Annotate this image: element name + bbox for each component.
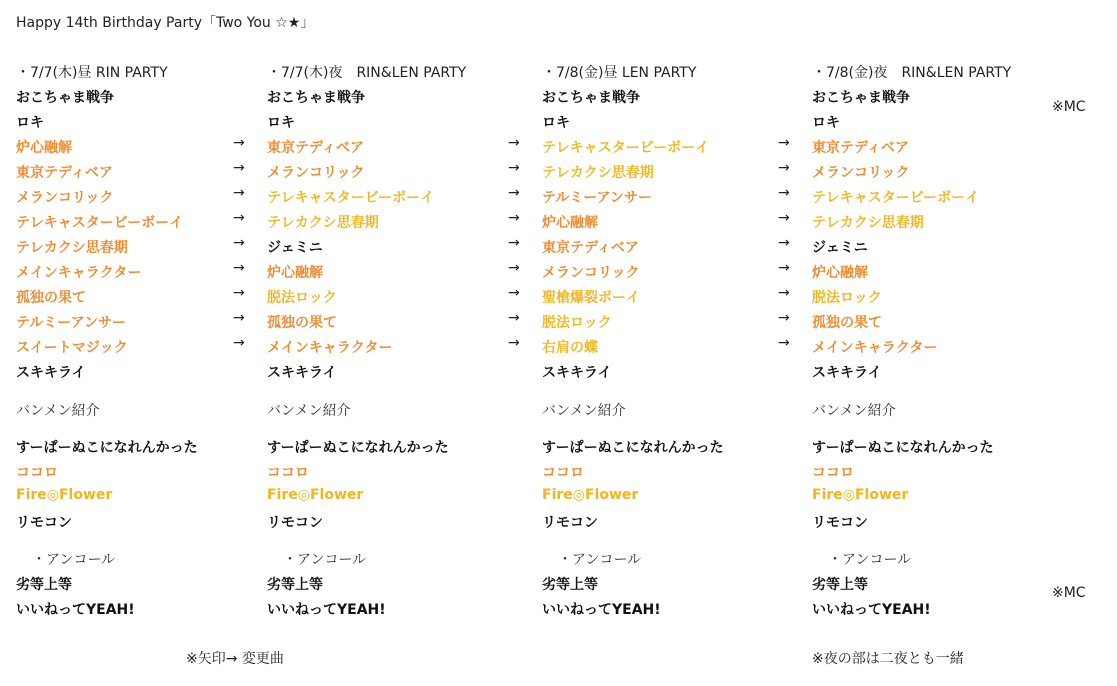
arrow-icon: → [508,260,520,276]
changed-song-item: 孤独の果て [812,315,882,331]
song-item: ロキ [812,115,840,131]
band-intro-label: バンメン紹介 [542,403,626,419]
arrow-icon: → [778,185,790,201]
encore-label: ・アンコール [283,552,367,568]
changed-song-item: メランコリック [542,265,640,281]
song-item: Fire◎Flower [542,487,639,503]
changed-song-item: メインキャラクター [267,340,393,356]
changed-song-item: メインキャラクター [16,265,142,281]
changed-song-item: 東京テディベア [812,140,909,156]
changed-song-item: テレカクシ思春期 [267,215,379,231]
arrow-icon: → [233,135,245,151]
song-item: Fire◎Flower [812,487,909,503]
arrow-icon: → [233,210,245,226]
changed-song-item: テレキャスタービーボーイ [267,190,435,206]
song-item: スキキライ [16,365,86,381]
changed-song-item: テレカクシ思春期 [542,165,654,181]
changed-song-item: テレキャスタービーボーイ [812,190,980,206]
changed-song-item: 炉心融解 [16,140,72,156]
arrow-icon: → [778,235,790,251]
song-item: いいねってYEAH! [16,602,135,618]
changed-song-item: 孤独の果て [16,290,86,306]
song-item: リモコン [267,515,323,531]
footer-note-changed-songs: ※矢印→ 変更曲 [186,651,284,667]
changed-song-item: 東京テディベア [16,165,113,181]
arrow-icon: → [778,160,790,176]
arrow-icon: → [233,185,245,201]
song-item: すーぱーぬこになれんかった [16,440,198,456]
song-item: すーぱーぬこになれんかった [812,440,994,456]
changed-song-item: 東京テディベア [542,240,639,256]
song-item: いいねってYEAH! [542,602,661,618]
song-item: おこちゃま戦争 [542,90,640,106]
column-header: ・7/8(金)昼 LEN PARTY [542,65,697,81]
arrow-icon: → [508,160,520,176]
song-item: ロキ [16,115,44,131]
column-header: ・7/7(木)夜 RIN&LEN PARTY [267,65,467,81]
song-item: スキキライ [812,365,882,381]
arrow-icon: → [778,335,790,351]
encore-label: ・アンコール [32,552,116,568]
arrow-icon: → [778,310,790,326]
changed-song-item: 炉心融解 [267,265,323,281]
changed-song-item: メランコリック [812,165,910,181]
arrow-icon: → [508,285,520,301]
song-item: おこちゃま戦争 [267,90,365,106]
song-item: 劣等上等 [16,577,72,593]
song-item: リモコン [542,515,598,531]
changed-song-item: ジェミニ [267,240,323,256]
song-item: 劣等上等 [542,577,598,593]
arrow-icon: → [778,135,790,151]
column-header: ・7/8(金)夜 RIN&LEN PARTY [812,65,1012,81]
changed-song-item: 孤独の果て [267,315,337,331]
changed-song-item: メインキャラクター [812,340,938,356]
song-item: Fire◎Flower [16,487,113,503]
changed-song-item: 脱法ロック [812,290,882,306]
changed-song-item: 炉心融解 [542,215,598,231]
song-item: すーぱーぬこになれんかった [542,440,724,456]
song-item: ココロ [812,465,854,481]
footer-note-night: ※夜の部は二夜とも一緒 [812,651,964,667]
changed-song-item: メランコリック [16,190,114,206]
song-item: Fire◎Flower [267,487,364,503]
mc-note: ※MC [1052,99,1086,115]
arrow-icon: → [778,260,790,276]
changed-song-item: 脱法ロック [542,315,612,331]
song-item: おこちゃま戦争 [16,90,114,106]
arrow-icon: → [508,210,520,226]
arrow-icon: → [778,285,790,301]
arrow-icon: → [233,310,245,326]
changed-song-item: テレカクシ思春期 [16,240,128,256]
arrow-icon: → [233,260,245,276]
column-header: ・7/7(木)昼 RIN PARTY [16,65,168,81]
changed-song-item: テルミーアンサー [16,315,127,331]
page-title: Happy 14th Birthday Party「Two You ☆★」 [16,15,315,31]
arrow-icon: → [508,310,520,326]
song-item: いいねってYEAH! [267,602,386,618]
changed-song-item: 炉心融解 [812,265,868,281]
song-item: いいねってYEAH! [812,602,931,618]
encore-label: ・アンコール [558,552,642,568]
arrow-icon: → [508,335,520,351]
changed-song-item: テレキャスタービーボーイ [542,140,710,156]
arrow-icon: → [508,185,520,201]
band-intro-label: バンメン紹介 [267,403,351,419]
changed-song-item: ジェミニ [812,240,868,256]
arrow-icon: → [233,285,245,301]
song-item: スキキライ [542,365,612,381]
mc-note: ※MC [1052,585,1086,601]
song-item: ココロ [542,465,584,481]
arrow-icon: → [508,135,520,151]
song-item: ロキ [542,115,570,131]
changed-song-item: 聖槍爆裂ボーイ [542,290,640,306]
arrow-icon: → [233,235,245,251]
band-intro-label: バンメン紹介 [812,403,896,419]
song-item: すーぱーぬこになれんかった [267,440,449,456]
song-item: リモコン [16,515,72,531]
changed-song-item: テルミーアンサー [542,190,653,206]
changed-song-item: 右肩の蝶 [542,340,598,356]
arrow-icon: → [233,160,245,176]
song-item: 劣等上等 [812,577,868,593]
song-item: 劣等上等 [267,577,323,593]
encore-label: ・アンコール [828,552,912,568]
song-item: スキキライ [267,365,337,381]
changed-song-item: テレカクシ思春期 [812,215,924,231]
song-item: おこちゃま戦争 [812,90,910,106]
song-item: ロキ [267,115,295,131]
changed-song-item: 東京テディベア [267,140,364,156]
arrow-icon: → [233,335,245,351]
changed-song-item: テレキャスタービーボーイ [16,215,184,231]
changed-song-item: スイートマジック [16,340,128,356]
changed-song-item: メランコリック [267,165,365,181]
changed-song-item: 脱法ロック [267,290,337,306]
arrow-icon: → [508,235,520,251]
band-intro-label: バンメン紹介 [16,403,100,419]
arrow-icon: → [778,210,790,226]
song-item: リモコン [812,515,868,531]
song-item: ココロ [16,465,58,481]
song-item: ココロ [267,465,309,481]
